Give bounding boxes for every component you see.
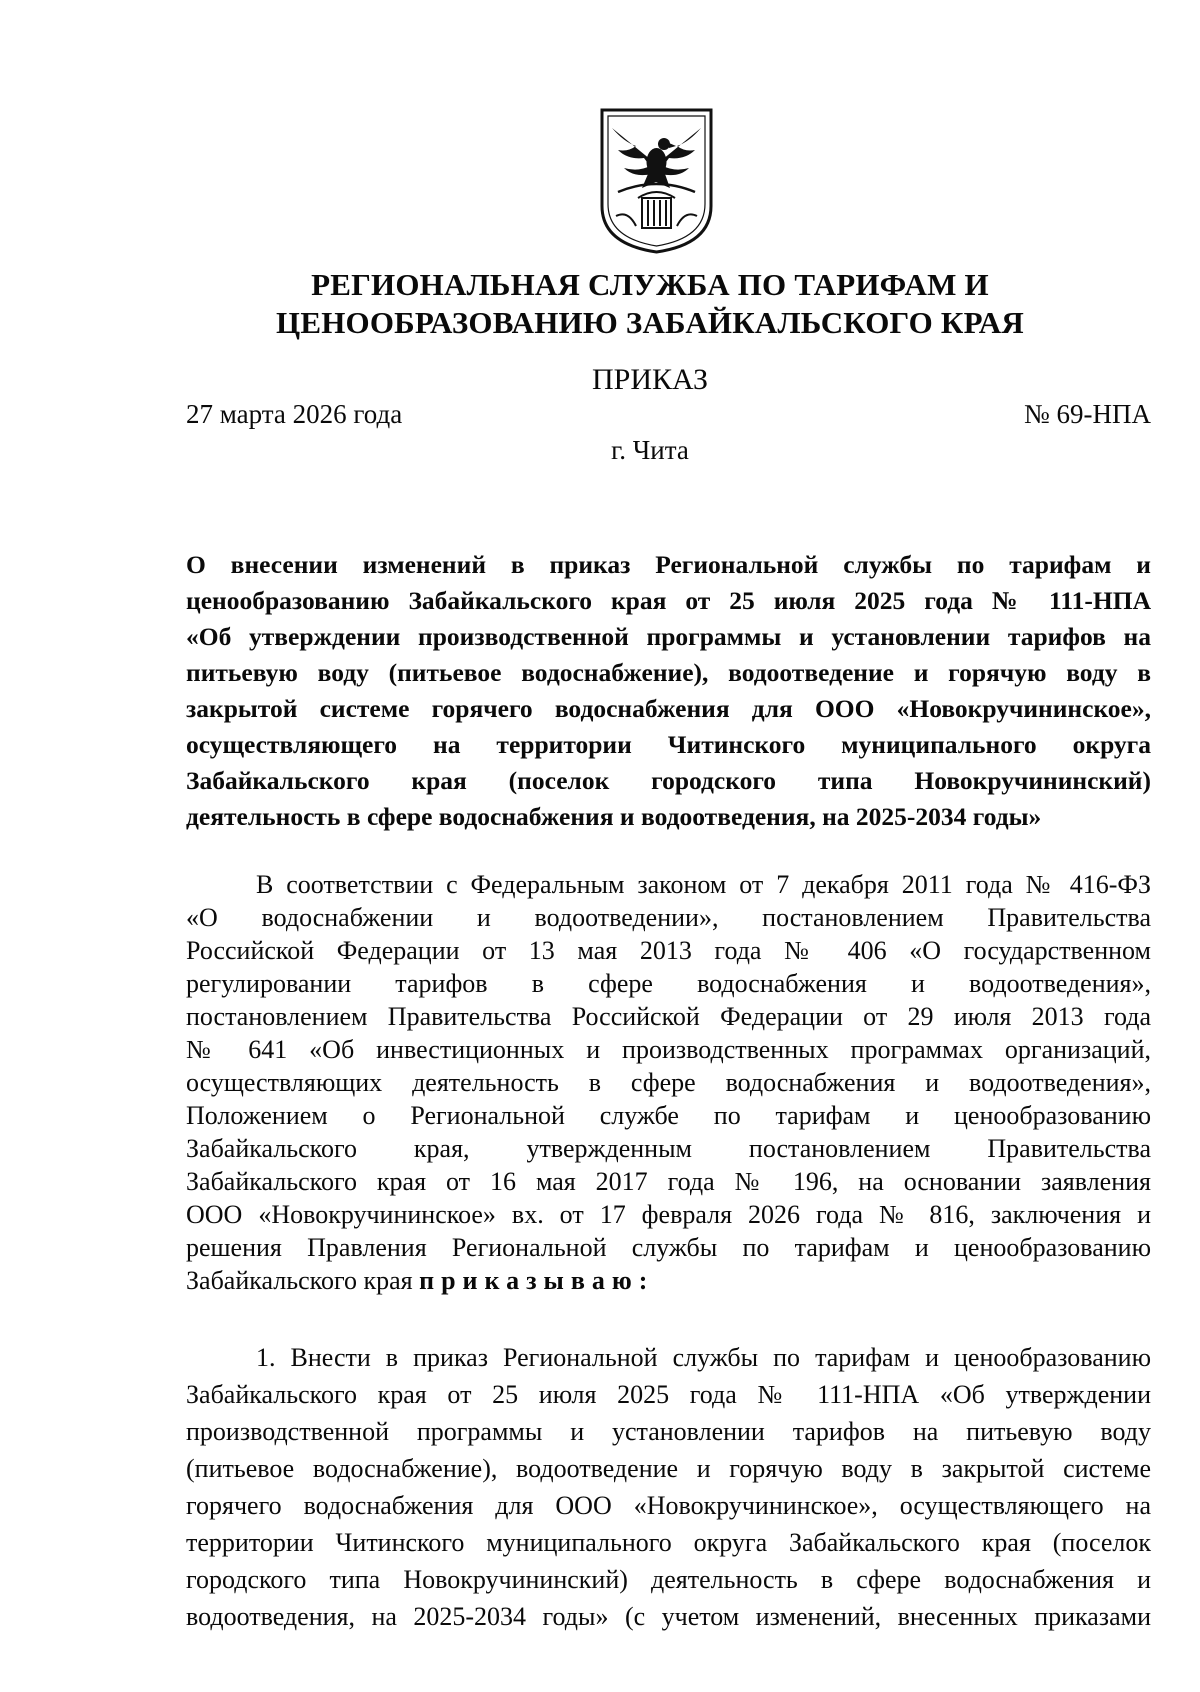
title-line: осуществляющего на территории Читинского муниципального округа [186, 730, 1151, 759]
preamble-line: Забайкальского края от 16 мая 2017 года № 196, на основании заявления [186, 1167, 1151, 1196]
coat-of-arms-icon [598, 106, 715, 256]
preamble-line: Забайкальского края, утвержденным постановлением Правительства [186, 1134, 1151, 1163]
title-line: Забайкальского края (поселок городского типа Новокручининский) [186, 766, 1151, 795]
title-line: «Об утверждении производственной программы и установлении тарифов на [186, 622, 1151, 651]
document-city: г. Чита [611, 435, 689, 465]
preamble-line: постановлением Правительства Российской Федерации от 29 июля 2013 года [186, 1002, 1151, 1031]
preamble-line: ООО «Новокручининское» вх. от 17 февраля 2026 года № 816, заключения и [186, 1200, 1151, 1229]
preamble-line: № 641 «Об инвестиционных и производственных программах организаций, [186, 1035, 1151, 1064]
preamble-final-line [186, 1265, 1151, 1297]
title-line: деятельность в сфере водоснабжения и водоотведения, на 2025-2034 годы» [186, 802, 1042, 831]
preamble-line: регулировании тарифов в сфере водоснабжения и водоотведения», [186, 969, 1151, 998]
preamble-line: Российской Федерации от 13 мая 2013 года № 406 «О государственном [186, 936, 1151, 965]
item-line: Забайкальского края от 25 июля 2025 года № 111-НПА «Об утверждении [186, 1380, 1151, 1409]
title-line: питьевую воду (питьевое водоснабжение), водоотведение и горячую воду в [186, 658, 1151, 687]
item-line: горячего водоснабжения для ООО «Новокручининское», осуществляющего на [186, 1491, 1151, 1520]
document-type: ПРИКАЗ [592, 363, 708, 396]
item-line: производственной программы и установлении тарифов на питьевую воду [186, 1417, 1151, 1446]
preamble-line: осуществляющих деятельность в сфере водоснабжения и водоотведения», [186, 1068, 1151, 1097]
authority-line: ЦЕНООБРАЗОВАНИЮ ЗАБАЙКАЛЬСКОГО КРАЯ [276, 305, 1024, 340]
preamble-line: «О водоснабжении и водоотведении», постановлением Правительства [186, 903, 1151, 932]
document-number: № 69-НПА [1024, 399, 1151, 429]
preamble-line: решения Правления Региональной службы по тарифам и ценообразованию [186, 1233, 1151, 1262]
item-line: 1. Внести в приказ Региональной службы по тарифам и ценообразованию [256, 1343, 1151, 1372]
preamble-line-text: Забайкальского края [186, 1266, 420, 1295]
title-line: ценообразованию Забайкальского края от 25 июля 2025 года № 111-НПА [186, 586, 1151, 615]
title-line: О внесении изменений в приказ Региональной службы по тарифам и [186, 550, 1151, 579]
item-line: территории Читинского муниципального округа Забайкальского края (поселок [186, 1528, 1151, 1557]
item-line: городского типа Новокручининский) деятельность в сфере водоснабжения и [186, 1565, 1151, 1594]
preamble-line: В соответствии с Федеральным законом от 7 декабря 2011 года № 416-ФЗ [256, 870, 1151, 899]
item-line: (питьевое водоснабжение), водоотведение и горячую воду в закрытой системе [186, 1454, 1151, 1483]
item-line: водоотведения, на 2025-2034 годы» (с учетом изменений, внесенных приказами [186, 1602, 1151, 1631]
preamble-line: Положением о Региональной службе по тарифам и ценообразованию [186, 1101, 1151, 1130]
title-line: закрытой системе горячего водоснабжения для ООО «Новокручининское», [186, 694, 1151, 723]
authority-line: РЕГИОНАЛЬНАЯ СЛУЖБА ПО ТАРИФАМ И [311, 267, 989, 302]
authority-name [150, 266, 1150, 342]
order-word: приказываю: [419, 1266, 655, 1295]
document-date: 27 марта 2026 года [186, 399, 403, 429]
